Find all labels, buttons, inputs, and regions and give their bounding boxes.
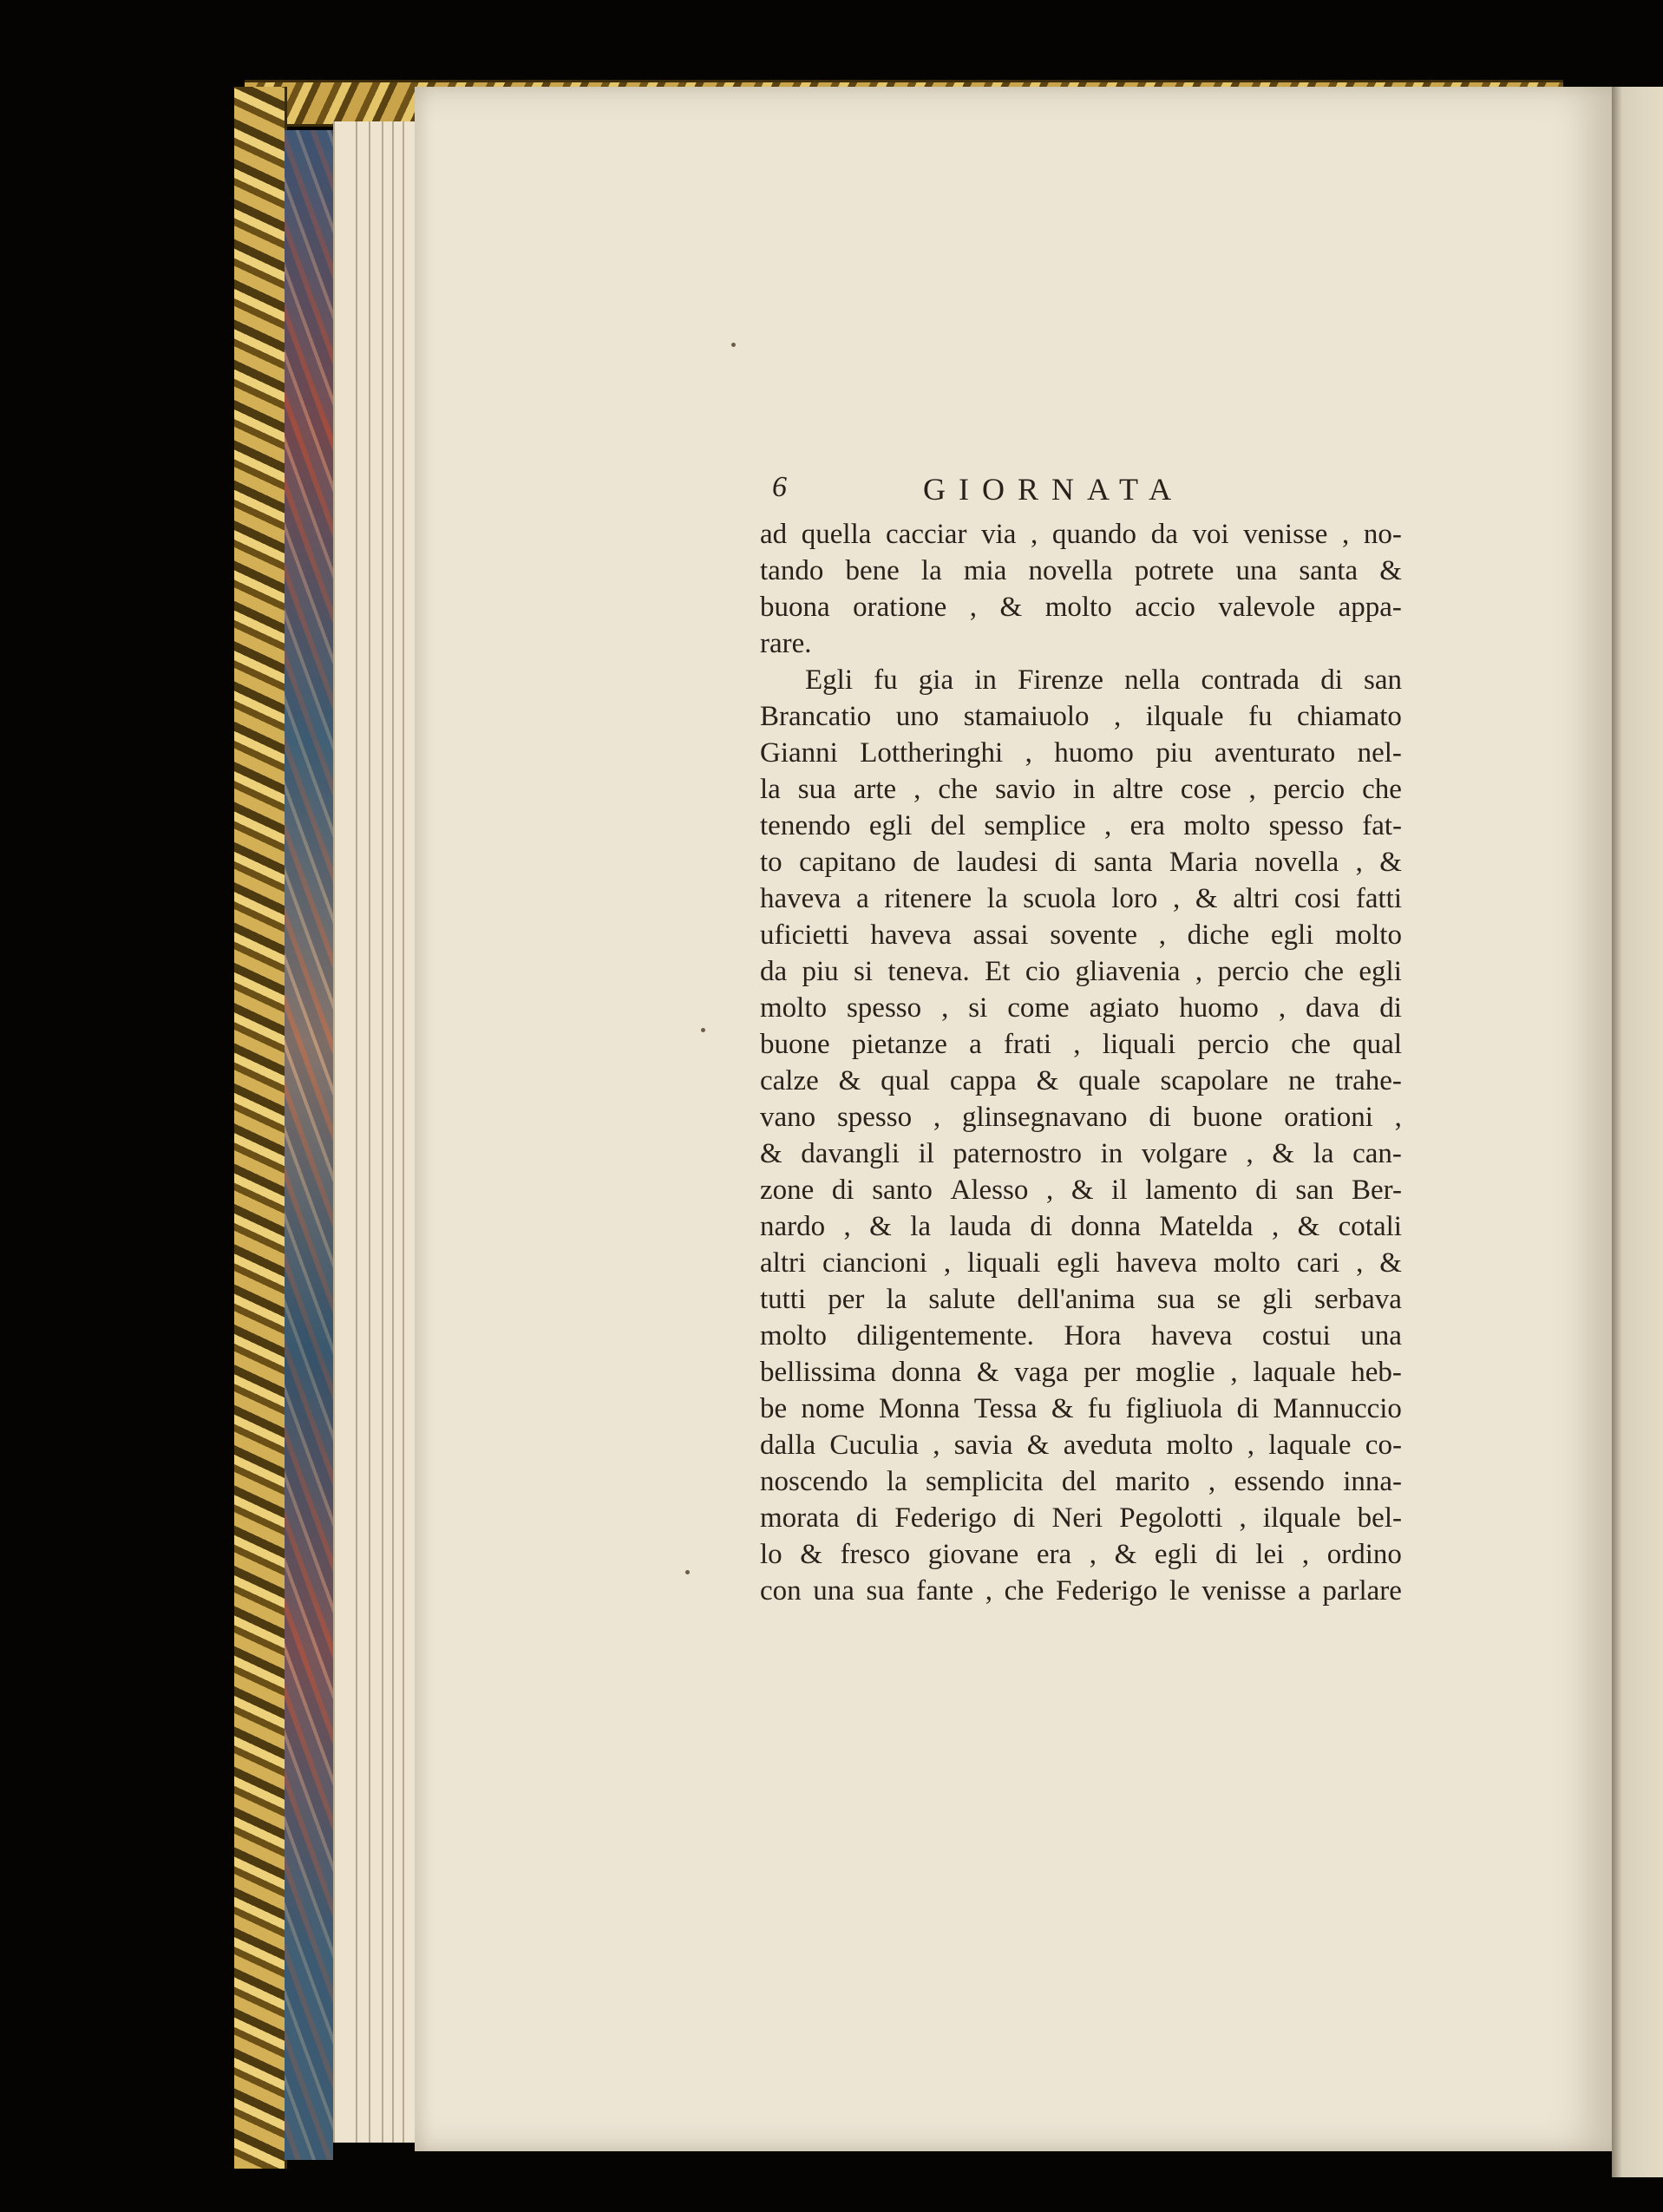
text-line: zone di santo Alesso , & il lamento di san Ber- — [760, 1175, 1402, 1206]
text-line: tutti per la salute dell'anima sua se gli serbava — [760, 1284, 1402, 1315]
text-line: dalla Cuculia , savia & aveduta molto , laquale co- — [760, 1430, 1402, 1461]
text-line: buona oratione , & molto accio valevole appa- — [760, 592, 1402, 623]
text-line: tenendo egli del semplice , era molto spesso fat- — [760, 810, 1402, 841]
text-line: rare. — [760, 628, 812, 659]
text-line: buone pietanze a frati , liquali percio che qual — [760, 1029, 1402, 1060]
text-line: & davangli il paternostro in volgare , & la can- — [760, 1138, 1402, 1169]
text-line: Gianni Lottheringhi , huomo piu aventurato nel- — [760, 737, 1402, 769]
text-line: morata di Federigo di Neri Pegolotti , ilquale bel- — [760, 1502, 1402, 1534]
gilt-spine-edge — [234, 87, 287, 2169]
text-line: ad quella cacciar via , quando da voi venisse , no- — [760, 519, 1402, 550]
text-line: bellissima donna & vaga per moglie , laquale heb- — [760, 1357, 1402, 1388]
text-line: altri ciancioni , liquali egli haveva molto cari , & — [760, 1247, 1402, 1279]
text-line: calze & qual cappa & quale scapolare ne trahe- — [760, 1065, 1402, 1096]
text-line: noscendo la semplicita del marito , essendo inna- — [760, 1466, 1402, 1497]
text-line: haveva a ritenere la scuola loro , & altri cosi fatti — [760, 883, 1402, 914]
text-line: to capitano de laudesi di santa Maria novella , & — [760, 847, 1402, 878]
text-line: vano spesso , glinsegnavano di buone orationi , — [760, 1102, 1402, 1133]
marbled-endpaper — [285, 130, 333, 2160]
text-line: molto diligentemente. Hora haveva costui una — [760, 1320, 1402, 1351]
text-line: la sua arte , che savio in altre cose , percio che — [760, 774, 1402, 805]
text-line: be nome Monna Tessa & fu figliuola di Mannuccio — [760, 1393, 1402, 1424]
text-block — [760, 471, 1402, 1609]
page-header — [760, 471, 1402, 516]
text-line: molto spesso , si come agiato huomo , dava di — [760, 992, 1402, 1024]
paper-speck — [685, 1570, 690, 1574]
text-line: con una sua fante , che Federigo le venisse a parlare — [760, 1575, 1402, 1607]
text-line: Egli fu gia in Firenze nella contrada di san — [805, 664, 1402, 696]
facing-page-edge — [1612, 87, 1663, 2177]
text-line: da piu si teneva. Et cio gliavenia , percio che egli — [760, 956, 1402, 987]
paper-speck — [731, 343, 736, 347]
text-line: tando bene la mia novella potrete una santa & — [760, 555, 1402, 586]
running-title: GIORNATA — [923, 472, 1185, 507]
body-text — [760, 516, 1402, 1609]
text-line: lo & fresco giovane era , & egli di lei , ordino — [760, 1539, 1402, 1570]
page-number: 6 — [772, 471, 787, 503]
paper-speck — [701, 1028, 705, 1032]
text-line: nardo , & la lauda di donna Matelda , & cotali — [760, 1211, 1402, 1242]
text-line: uficietti haveva assai sovente , diche egli molto — [760, 919, 1402, 951]
text-line: Brancatio uno stamaiuolo , ilquale fu chiamato — [760, 701, 1402, 732]
